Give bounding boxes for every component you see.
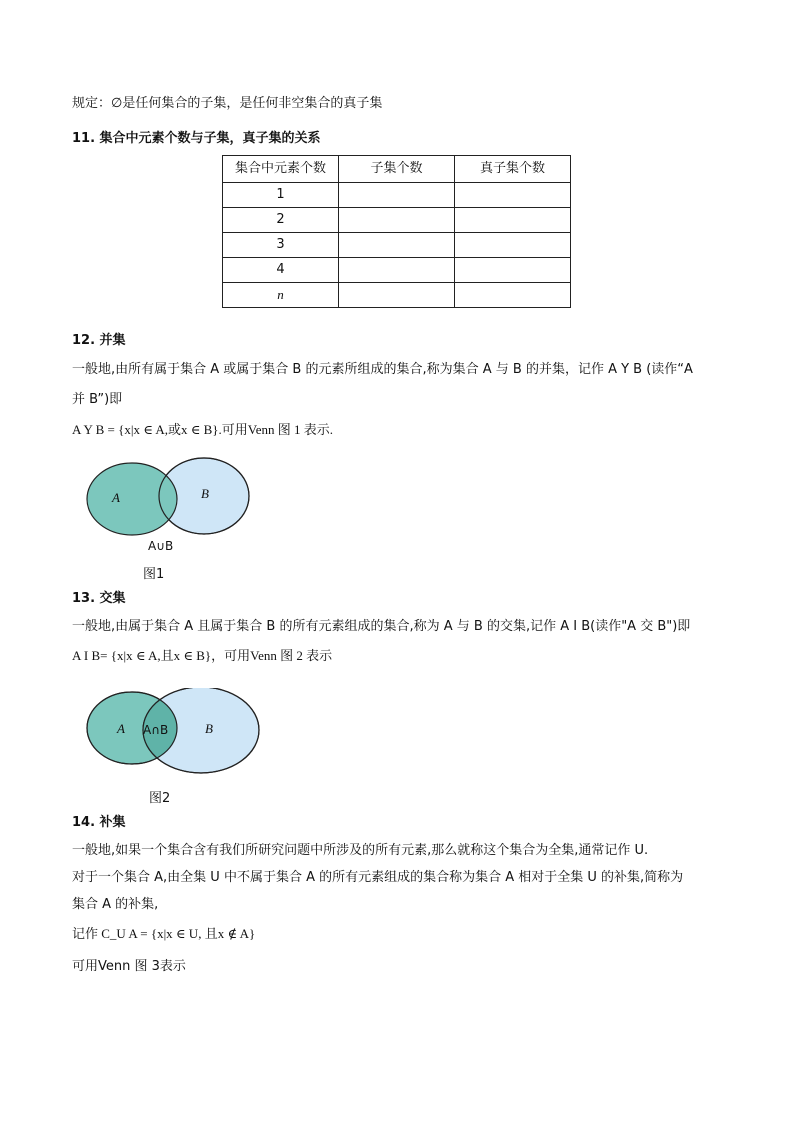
venn-label-intersection: A∩B <box>143 723 169 737</box>
table-cell <box>455 258 571 283</box>
table-cell <box>339 183 455 208</box>
union-formula: A Y B = {x|x ∈ A,或x ∈ B}.可用Venn 图 1 表示. <box>72 422 333 437</box>
venn-set-a <box>87 463 177 535</box>
intersection-formula: A I B= {x|x ∈ A,且x ∈ B}，可用Venn 图 2 表示 <box>72 648 333 663</box>
table-cell <box>455 208 571 233</box>
table-cell <box>339 233 455 258</box>
table-row <box>223 183 571 208</box>
complement-definition-line2: 集合 A 的补集, <box>72 897 159 912</box>
table-row <box>223 233 571 258</box>
union-definition-line1: 一般地,由所有属于集合 A 或属于集合 B 的元素所组成的集合,称为集合 A 与 B 的并集，记作 A Y B (读作“A <box>72 362 693 377</box>
complement-formula: 记作 C_U A = {x|x ∈ U, 且x ∉ A} <box>72 926 256 941</box>
rule-text: 规定：∅是任何集合的子集，是任何非空集合的真子集 <box>72 96 383 111</box>
section-14-heading: 14. 补集 <box>72 815 126 830</box>
universe-definition: 一般地,如果一个集合含有我们所研究问题中所涉及的所有元素,那么就称这个集合为全集,通常记作 U. <box>72 843 649 858</box>
venn-label-b: B <box>205 721 213 736</box>
table-cell: 1 <box>223 183 339 208</box>
venn-label-a: A <box>117 721 125 736</box>
figure-2-caption: 图2 <box>149 791 171 806</box>
table-header-cell: 子集个数 <box>339 156 455 183</box>
table-row <box>223 283 571 308</box>
venn-label-a: A <box>112 490 120 505</box>
table-header-cell: 集合中元素个数 <box>223 156 339 183</box>
union-definition-line2: 并 B”)即 <box>72 392 123 407</box>
table-cell <box>339 283 455 308</box>
section-12-heading: 12. 并集 <box>72 333 126 348</box>
section-11-heading: 11. 集合中元素个数与子集，真子集的关系 <box>72 131 321 146</box>
venn-diagram-union <box>75 450 260 558</box>
table-cell <box>455 283 571 308</box>
venn-label-union: A∪B <box>148 539 174 553</box>
table-cell: 3 <box>223 233 339 258</box>
table-header-row <box>223 156 571 183</box>
intersection-definition-line1: 一般地,由属于集合 A 且属于集合 B 的所有元素组成的集合,称为 A 与 B 的交集,记作 A I B(读作"A 交 B")即 <box>72 619 691 634</box>
subset-count-table <box>222 155 571 308</box>
section-13-heading: 13. 交集 <box>72 591 126 606</box>
figure-1-caption: 图1 <box>143 567 165 582</box>
table-cell <box>455 233 571 258</box>
table-row <box>223 208 571 233</box>
complement-definition-line1: 对于一个集合 A,由全集 U 中不属于集合 A 的所有元素组成的集合称为集合 A 相对于全集 U 的补集,简称为 <box>72 870 684 885</box>
venn-label-b: B <box>201 486 209 501</box>
table-header-cell: 真子集个数 <box>455 156 571 183</box>
table-cell: n <box>223 283 339 308</box>
complement-venn-note: 可用Venn 图 3表示 <box>72 959 186 974</box>
table-cell <box>339 208 455 233</box>
table-cell: 4 <box>223 258 339 283</box>
table-cell <box>455 183 571 208</box>
table-cell: 2 <box>223 208 339 233</box>
table-row <box>223 258 571 283</box>
venn-diagram-intersection <box>82 688 264 780</box>
table-cell <box>339 258 455 283</box>
